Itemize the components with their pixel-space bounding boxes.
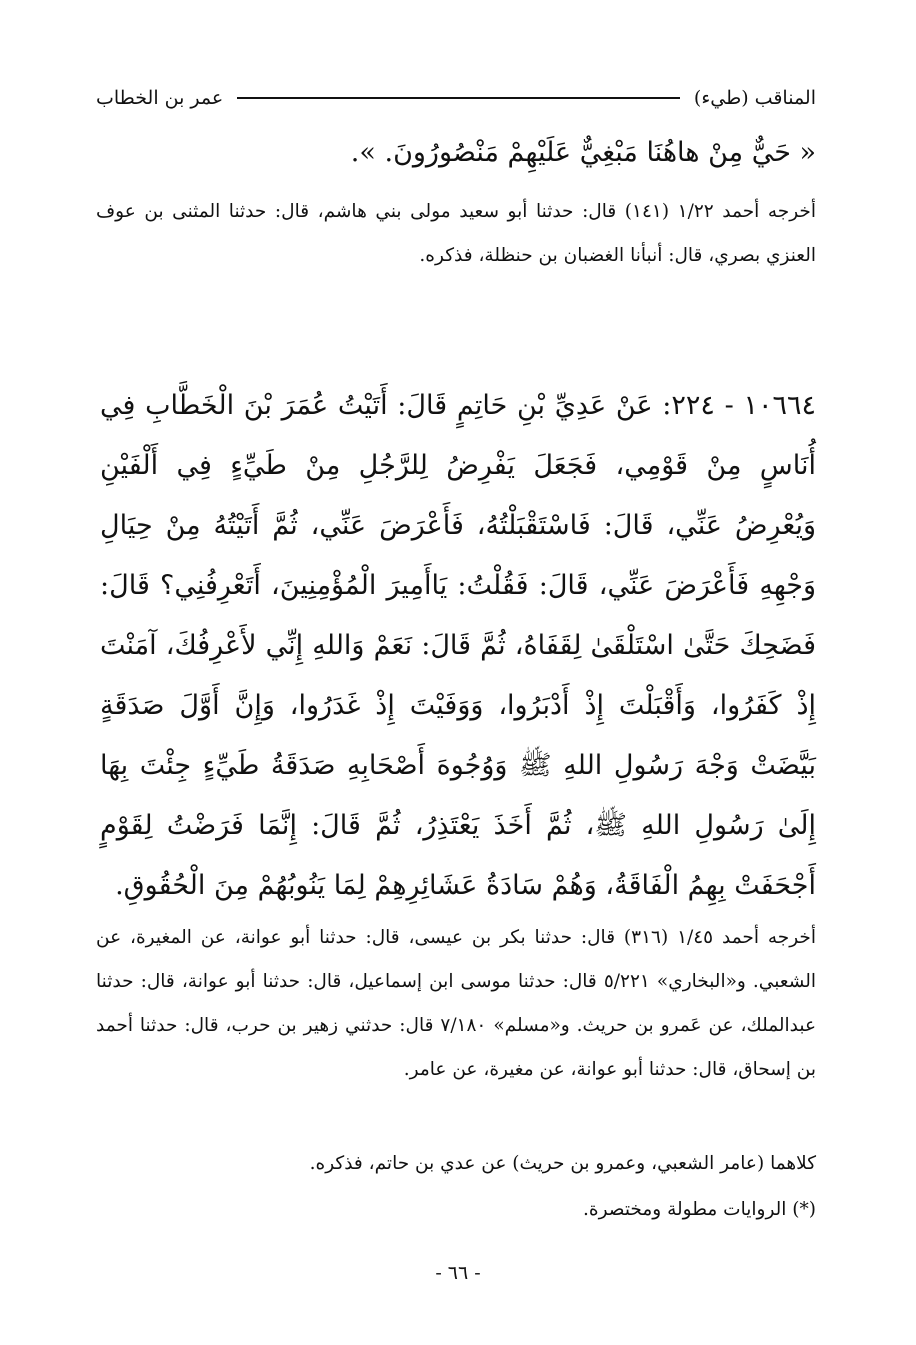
page-number: - ٦٦ - bbox=[435, 1262, 481, 1284]
takhrij-note-1: أخرجه أحمد ١/٢٢ (١٤١) قال: حدثنا أبو سعيد مولى بني هاشم، قال: حدثنا المثنى بن عوف العنزي بصري، قال: أنبأنا الغضبان بن حنظلة، فذكره. bbox=[96, 201, 816, 266]
verse-line: « حَيٌّ مِنْ هاهُنَا مَبْغِيٌّ عَلَيْهِمْ مَنْصُورُونَ. ». bbox=[350, 137, 816, 168]
takhrij-note-3: كلاهما (عامر الشعبي، وعمرو بن حريث) عن عدي بن حاتم، فذكره. bbox=[309, 1153, 816, 1174]
hadith-text: ١٠٦٦٤ - ٢٢٤: عَنْ عَدِيِّ بْنِ حَاتِمٍ قَالَ: أَتَيْتُ عُمَرَ بْنَ الْخَطَّابِ فِي أُنَاسٍ مِنْ قَوْمِي، فَجَعَلَ يَفْرِضُ لِلرَّجُلِ مِنْ طَيِّءٍ فِي أَلْفَيْنِ وَيُعْرِضُ عَنِّي، قَالَ: فَاسْتَقْبَلْتُهُ، فَأَعْرَضَ عَنِّي، ثُمَّ أَتَيْتُهُ مِنْ حِيَالِ وَجْهِهِ فَأَعْرَضَ عَنِّي، قَالَ: فَقُلْتُ: يَاأَمِيرَ الْمُؤْمِنِينَ، أَتَعْرِفُنِي؟ قَالَ: فَضَحِكَ حَتَّىٰ اسْتَلْقَىٰ لِقَفَاهُ، ثُمَّ قَالَ: نَعَمْ وَاللهِ إِنِّي لأَعْرِفُكَ، آمَنْتَ إِذْ كَفَرُوا، وَأَقْبَلْتَ إِذْ أَدْبَرُوا، وَوَفَيْتَ إِذْ غَدَرُوا، وَإِنَّ أَوَّلَ صَدَقَةٍ بَيَّضَتْ وَجْهَ رَسُولِ اللهِ ﷺ وَوُجُوهَ أَصْحَابِهِ صَدَقَةُ طَيِّءٍ جِئْتَ بِهَا إِلَىٰ رَسُولِ اللهِ ﷺ، ثُمَّ أَخَذَ يَعْتَذِرُ، ثُمَّ قَالَ: إِنَّمَا فَرَضْتُ لِقَوْمٍ أَجْحَفَتْ بِهِمُ الْفَاقَةُ، وَهُمْ سَادَةُ عَشَائِرِهِمْ لِمَا يَنُوبُهُمْ مِنَ الْحُقُوقِ. bbox=[100, 390, 816, 901]
header-section: المناقب (طيء) bbox=[693, 87, 816, 109]
header-title: عمر بن الخطاب bbox=[96, 87, 224, 109]
footnote: (*) الروايات مطولة ومختصرة. bbox=[583, 1199, 816, 1220]
takhrij-note-2: أخرجه أحمد ١/٤٥ (٣١٦) قال: حدثنا بكر بن عيسى، قال: حدثنا أبو عوانة، عن المغيرة، عن الشعبي. و«البخاري» ٥/٢٢١ قال: حدثنا موسى ابن إسماعيل، قال: حدثنا أبو عوانة، قال: حدثنا عبدالملك، عن عَمرو بن حريث. و«مسلم» ٧/١٨٠ قال: حدثني زهير بن حرب، قال: حدثنا أحمد بن إسحاق، قال: حدثنا أبو عوانة، عن مغيرة، عن عامر. bbox=[96, 927, 817, 1080]
running-header bbox=[96, 80, 816, 116]
header-rule bbox=[237, 97, 680, 99]
